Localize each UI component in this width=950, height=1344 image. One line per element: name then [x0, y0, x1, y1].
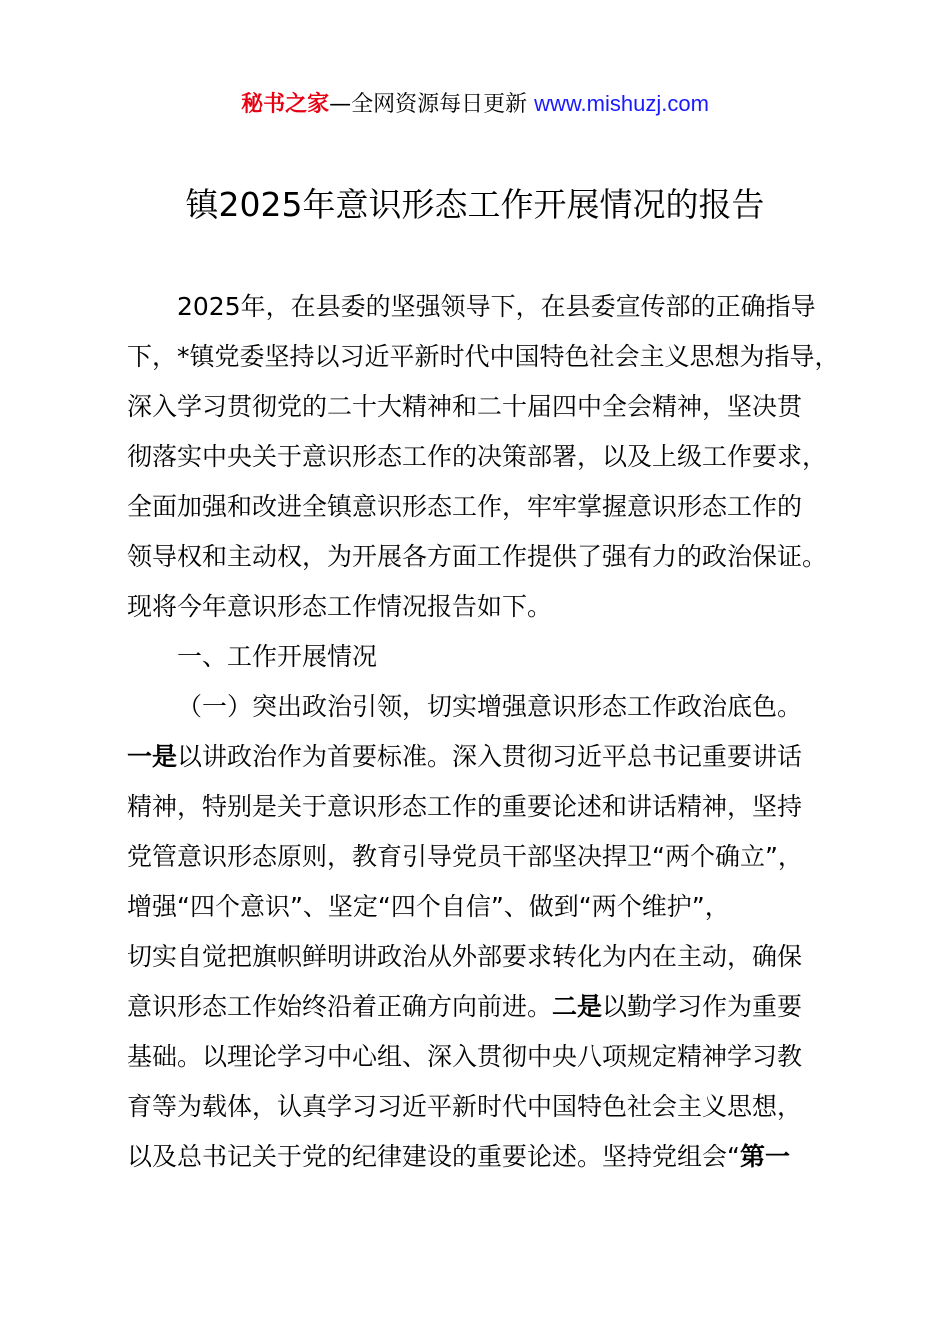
paragraph-line	[127, 982, 839, 1032]
paragraph-line	[127, 732, 839, 782]
paragraph-line: 党管意识形态原则，教育引导党员干部坚决捍卫“两个确立”，	[127, 842, 803, 871]
bold-marker-first: 一是	[127, 742, 178, 771]
paragraph-line: 现将今年意识形态工作情况报告如下。	[127, 592, 553, 621]
paragraph-line: 下，*镇党委坚持以习近平新时代中国特色社会主义思想为指导，	[127, 342, 840, 371]
document-body	[127, 282, 839, 1182]
subsection-heading: （一）突出政治引领，切实增强意识形态工作政治底色。	[177, 692, 803, 721]
document-title: 镇2025年意识形态工作开展情况的报告	[185, 185, 765, 224]
brand-name: 秘书之家	[241, 92, 330, 117]
line-text: 意识形态工作始终沿着正确方向前进。	[127, 992, 553, 1021]
paragraph-line: 基础。以理论学习中心组、深入贯彻中央八项规定精神学习教	[127, 1042, 803, 1071]
site-url-link[interactable]: www.mishuzj.com	[534, 91, 709, 116]
header-banner	[0, 88, 950, 121]
paragraph-line: 领导权和主动权，为开展各方面工作提供了强有力的政治保证。	[127, 542, 828, 571]
bold-marker-second: 二是	[552, 992, 603, 1021]
paragraph-line: 增强“四个意识”、坚定“四个自信”、做到“两个维护”，	[127, 892, 730, 921]
paragraph-line: 切实自觉把旗帜鲜明讲政治从外部要求转化为内在主动，确保	[127, 942, 803, 971]
header-tagline: —全网资源每日更新	[329, 92, 535, 117]
paragraph-line: 2025年，在县委的坚强领导下，在县委宣传部的正确指导	[177, 292, 816, 321]
paragraph-line: 精神，特别是关于意识形态工作的重要论述和讲话精神，坚持	[127, 792, 803, 821]
paragraph-line: 深入学习贯彻党的二十大精神和二十届四中全会精神，坚决贯	[127, 392, 803, 421]
section-heading: 一、工作开展情况	[177, 642, 378, 671]
paragraph-line: 彻落实中央关于意识形态工作的决策部署，以及上级工作要求，	[127, 442, 828, 471]
line-text: 以讲政治作为首要标准。深入贯彻习近平总书记重要讲话	[177, 742, 803, 771]
paragraph-line: 全面加强和改进全镇意识形态工作，牢牢掌握意识形态工作的	[127, 492, 803, 521]
paragraph-line	[127, 1132, 839, 1182]
line-text: 以勤学习作为重要	[602, 992, 803, 1021]
paragraph-line: 育等为载体，认真学习习近平新时代中国特色社会主义思想，	[127, 1092, 803, 1121]
bold-marker-third: 第一	[739, 1142, 790, 1171]
line-text: 以及总书记关于党的纪律建设的重要论述。坚持党组会“	[127, 1142, 740, 1171]
